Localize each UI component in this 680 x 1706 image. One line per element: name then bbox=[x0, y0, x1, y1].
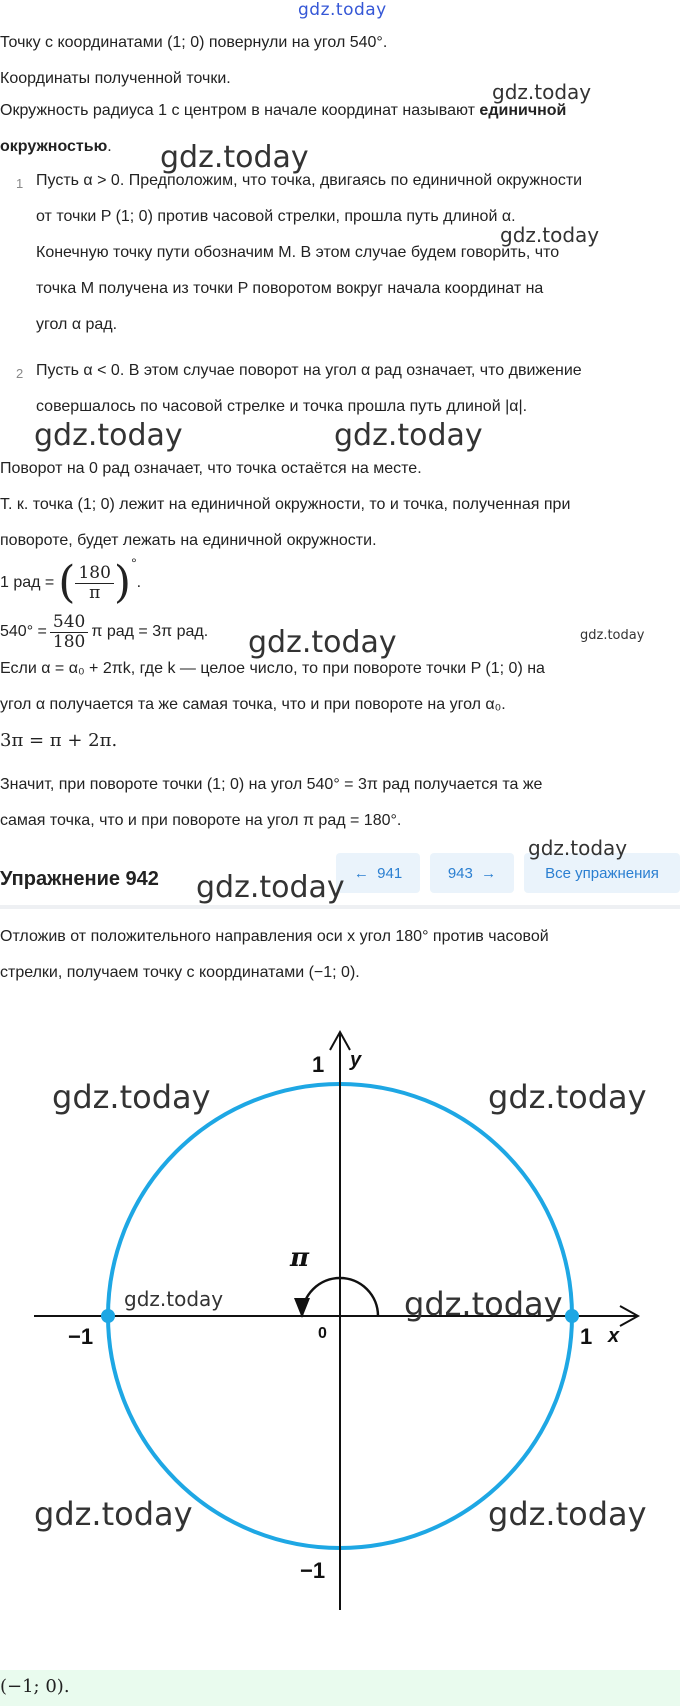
text-line: Т. к. точка (1; 0) лежит на единичной окружности, то и точка, полученная при bbox=[0, 496, 571, 513]
text-line: угол α получается та же самая точка, что и при повороте на угол α₀. bbox=[0, 696, 506, 713]
text-line: повороте, будет лежать на единичной окружности. bbox=[0, 532, 377, 549]
x-axis-label: x bbox=[608, 1325, 620, 1347]
definition-line bbox=[0, 102, 566, 120]
text-line: Значит, при повороте точки (1; 0) на угол 540° = 3π рад получается та же bbox=[0, 776, 543, 793]
list-item: Пусть α < 0. В этом случае поворот на угол α рад означает, что движение bbox=[36, 362, 582, 379]
watermark: gdz.today bbox=[580, 628, 645, 643]
watermark: gdz.today bbox=[298, 0, 387, 20]
point-1-0 bbox=[565, 1309, 579, 1323]
paren-left: ( bbox=[58, 557, 76, 608]
watermark: gdz.today bbox=[488, 1495, 647, 1533]
watermark: gdz.today bbox=[500, 223, 600, 247]
list-item: точка M получена из точки P поворотом вокруг начала координат на bbox=[36, 280, 544, 297]
watermark: gdz.today bbox=[528, 836, 628, 860]
list-item: от точки P (1; 0) против часовой стрелки, прошла путь длиной α. bbox=[36, 208, 516, 225]
list-item: совершалось по часовой стрелке и точка прошла путь длиной |α|. bbox=[36, 398, 528, 415]
origin-label: 0 bbox=[318, 1325, 327, 1342]
watermark: gdz.today bbox=[334, 418, 483, 453]
formula-rad-prefix: 1 рад = bbox=[0, 574, 55, 591]
angle-label: π bbox=[290, 1243, 310, 1273]
paren-right: ) bbox=[113, 557, 132, 608]
watermark: gdz.today bbox=[196, 870, 345, 905]
formula-rad bbox=[0, 556, 141, 610]
watermark: gdz.today bbox=[248, 625, 397, 660]
text-line: самая точка, что и при повороте на угол π рад = 180°. bbox=[0, 812, 402, 829]
definition-line-2 bbox=[0, 138, 112, 156]
definition-term-2: окружностью bbox=[0, 138, 108, 155]
watermark: gdz.today bbox=[34, 1495, 193, 1533]
definition-term: единичной bbox=[479, 102, 567, 119]
definition-dot: . bbox=[107, 138, 112, 155]
list-item: угол α рад. bbox=[36, 316, 118, 333]
prev-exercise-button[interactable] bbox=[336, 853, 420, 893]
degree-exponent: ° bbox=[131, 555, 137, 571]
text-line: Поворот на 0 рад означает, что точка остаётся на месте. bbox=[0, 460, 422, 477]
formula-deg-prefix: 540° = bbox=[0, 623, 47, 640]
list-number: 1 bbox=[16, 176, 24, 191]
watermark: gdz.today bbox=[160, 140, 309, 175]
text-line: Если α = α₀ + 2πk, где k — целое число, то при повороте точки P (1; 0) на bbox=[0, 660, 545, 677]
formula-deg bbox=[0, 610, 208, 654]
x-tick-left: −1 bbox=[68, 1324, 94, 1349]
watermark: gdz.today bbox=[34, 418, 183, 453]
y-tick-top: 1 bbox=[312, 1052, 325, 1077]
formula-line: 3π = π + 2π. bbox=[0, 730, 118, 751]
point-minus1-0 bbox=[101, 1309, 115, 1323]
y-tick-bottom: −1 bbox=[300, 1558, 326, 1583]
answer-box bbox=[0, 1670, 680, 1706]
fraction-denominator: π bbox=[89, 582, 101, 603]
list-item: Конечную точку пути обозначим M. В этом случае будем говорить, что bbox=[36, 244, 560, 261]
fraction bbox=[75, 564, 113, 603]
fraction-numerator: 540 bbox=[50, 613, 88, 633]
list-number: 2 bbox=[16, 366, 24, 381]
formula-dot: . bbox=[136, 574, 142, 591]
solution-line: Отложив от положительного направления оси x угол 180° против часовой bbox=[0, 928, 549, 945]
watermark: gdz.today bbox=[404, 1285, 563, 1323]
fraction bbox=[50, 613, 88, 652]
watermark: gdz.today bbox=[492, 80, 592, 104]
arrow-right-icon: → bbox=[472, 864, 497, 882]
prev-exercise-label: 941 bbox=[377, 864, 403, 882]
next-exercise-label: 943 bbox=[447, 864, 473, 882]
definition-text: Окружность радиуса 1 с центром в начале координат называют bbox=[0, 102, 480, 119]
arrow-left-icon: ← bbox=[353, 864, 378, 882]
exercise-title: Упражнение 942 bbox=[0, 868, 159, 890]
list-item: Пусть α > 0. Предположим, что точка, двигаясь по единичной окружности bbox=[36, 172, 583, 189]
watermark: gdz.today bbox=[488, 1078, 647, 1116]
next-exercise-button[interactable] bbox=[430, 853, 514, 893]
fraction-denominator: 180 bbox=[52, 631, 86, 652]
answer-text: (−1; 0). bbox=[0, 1676, 70, 1697]
watermark: gdz.today bbox=[124, 1287, 224, 1311]
task-question: Координаты полученной точки. bbox=[0, 70, 231, 87]
task-statement: Точку с координатами (1; 0) повернули на угол 540°. bbox=[0, 34, 388, 51]
watermark: gdz.today bbox=[52, 1078, 211, 1116]
fraction-numerator: 180 bbox=[75, 564, 113, 584]
all-exercises-button[interactable]: Все упражнения bbox=[524, 853, 680, 893]
solution-line: стрелки, получаем точку с координатами (−1; 0). bbox=[0, 964, 360, 981]
y-axis-label: y bbox=[350, 1049, 362, 1071]
x-tick-right: 1 bbox=[580, 1324, 593, 1349]
formula-deg-suffix: π рад = 3π рад. bbox=[91, 623, 209, 640]
